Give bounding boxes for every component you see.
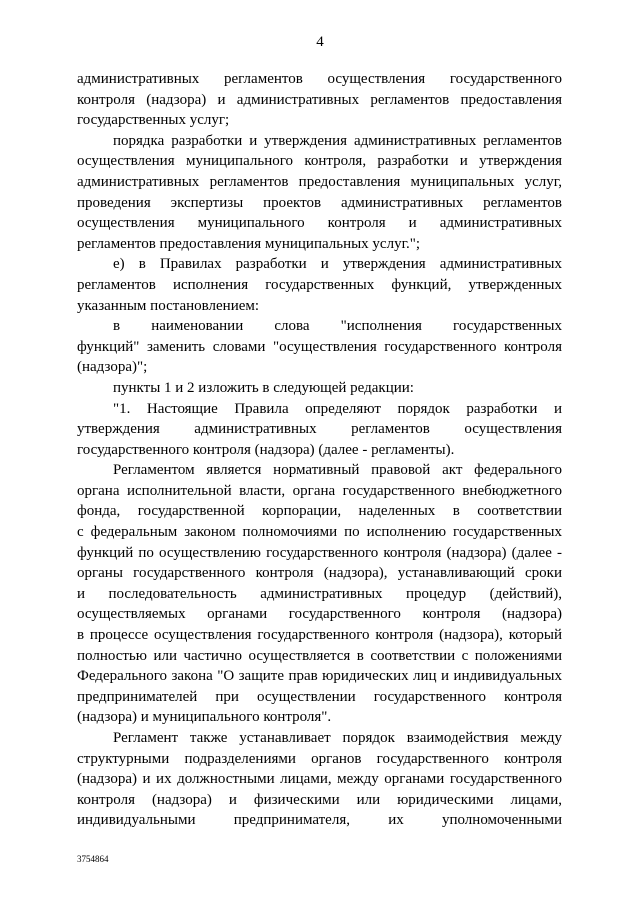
body-text (77, 69, 562, 831)
text-line: в наименовании слова "исполнения государственных (113, 318, 562, 335)
text-line: контроля (надзора) и административных регламентов предоставления (77, 91, 562, 108)
text-line: государственных услуг; (77, 112, 230, 129)
text-line: органы государственного контроля (надзора), устанавливающий сроки (77, 565, 562, 582)
text-line: в процессе осуществления государственного контроля (надзора), который (77, 627, 562, 644)
text-line: административных регламентов предоставления муниципальных услуг, (77, 173, 562, 190)
text-line: осуществляемых органами государственного контроля (надзора) (77, 606, 562, 623)
text-line: (надзора)"; (77, 359, 148, 376)
text-line: указанным постановлением: (77, 297, 260, 314)
text-line: (надзора) и их должностными лицами, между органами государственного (77, 771, 562, 788)
text-line: регламентов предоставления муниципальных услуг."; (77, 235, 421, 252)
text-line: "1. Настоящие Правила определяют порядок разработки и (113, 400, 562, 417)
text-line: функций по осуществлению государственного контроля (надзора) (далее - (77, 544, 562, 561)
text-line: утверждения административных регламентов осуществления (77, 421, 562, 438)
text-line: Федерального закона "О защите прав юридических лиц и индивидуальных (77, 668, 562, 685)
text-line: контроля (надзора) и физическими или юридическими лицами, (77, 791, 562, 808)
text-line: (надзора) и муниципального контроля". (77, 709, 332, 726)
text-line: осуществления муниципального контроля, разработки и утверждения (77, 153, 562, 170)
text-line: порядка разработки и утверждения административных регламентов (113, 132, 562, 149)
text-line: полностью или частично осуществляется в соответствии с положениями (77, 647, 562, 664)
text-line: административных регламентов осуществления государственного (77, 71, 562, 87)
page-number: 4 (316, 34, 324, 50)
text-line: индивидуальными предпринимателя, их уполномоченными (77, 812, 562, 829)
text-line: осуществления муниципального контроля и административных (77, 215, 562, 232)
text-line: пункты 1 и 2 изложить в следующей редакции: (113, 379, 414, 396)
text-line: проведения экспертизы проектов административных регламентов (77, 194, 562, 211)
text-line: регламентов исполнения государственных функций, утвержденных (77, 276, 562, 293)
text-line: Регламентом является нормативный правовой акт федерального (113, 462, 562, 479)
text-line: и последовательность административных процедур (действий), (77, 585, 562, 602)
text-line: Регламент также устанавливает порядок взаимодействия между (113, 730, 562, 746)
document-code: 3754864 (77, 854, 109, 864)
text-line: структурными подразделениями органов государственного контроля (77, 750, 562, 767)
text-line: с федеральным законом полномочиями по исполнению государственных (77, 524, 562, 541)
text-line: органа исполнительной власти, органа государственного внебюджетного (77, 482, 562, 499)
text-line: предпринимателей при осуществлении государственного контроля (77, 688, 562, 705)
text-line: функций" заменить словами "осуществления государственного контроля (77, 338, 562, 355)
text-line: государственного контроля (надзора) (далее - регламенты). (77, 441, 455, 458)
text-line: е) в Правилах разработки и утверждения административных (113, 256, 562, 273)
text-line: фонда, государственной корпорации, наделенных в соответствии (77, 503, 562, 520)
